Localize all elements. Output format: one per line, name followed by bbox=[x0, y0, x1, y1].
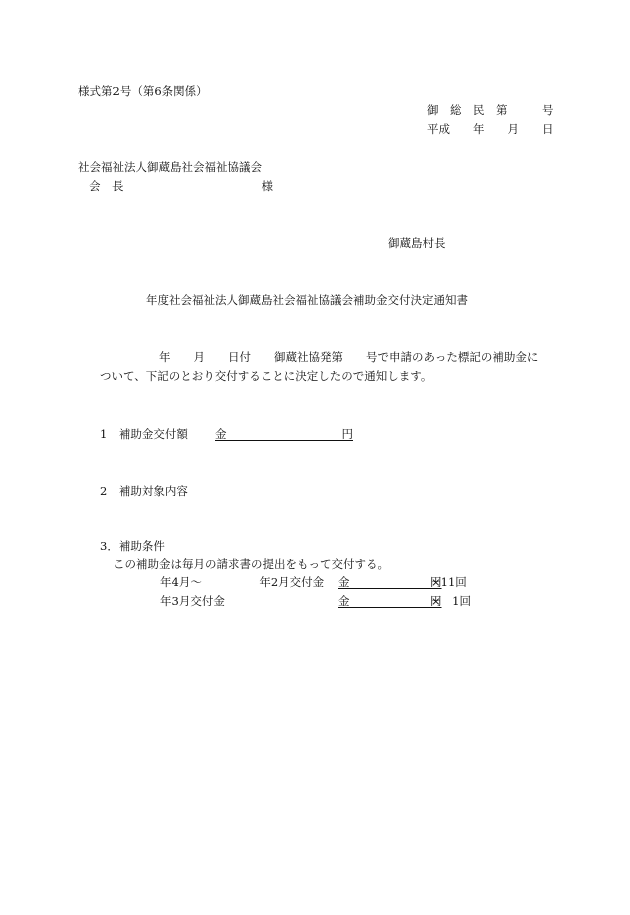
schedule-row-2-amount: 金 円 bbox=[338, 594, 442, 608]
item-1-amount: 金 円 bbox=[215, 427, 353, 441]
addressee-title: 会 長 様 bbox=[89, 179, 273, 193]
issue-date: 平成 年 月 日 bbox=[427, 122, 554, 136]
document-title: 年度社会福祉法人御蔵島社会福祉協議会補助金交付決定通知書 bbox=[146, 293, 468, 307]
schedule-row-2-times: × 1回 bbox=[431, 594, 471, 608]
schedule-row-1-period: 年4月～ 年2月交付金 bbox=[160, 575, 325, 589]
body-line-1: 年 月 日付 御蔵社協発第 号で申請のあった標記の補助金に bbox=[159, 350, 539, 364]
item-1-label: 1 補助金交付額 bbox=[100, 427, 188, 441]
form-label: 様式第2号（第6条関係） bbox=[78, 84, 208, 98]
sender-name: 御蔵島村長 bbox=[388, 236, 446, 250]
item-3-label: 3．補助条件 bbox=[100, 539, 165, 553]
schedule-row-2-period: 年3月交付金 bbox=[160, 594, 225, 608]
addressee-organization: 社会福祉法人御蔵島社会福祉協議会 bbox=[78, 160, 262, 174]
body-line-2: ついて、下記のとおり交付することに決定したので通知します。 bbox=[100, 369, 433, 383]
item-2-label: 2 補助対象内容 bbox=[100, 484, 188, 498]
schedule-row-1-amount: 金 円 bbox=[338, 575, 442, 589]
schedule-row-1-times: ×11回 bbox=[431, 575, 467, 589]
document-number: 御 総 民 第 号 bbox=[427, 103, 554, 117]
item-3-note: この補助金は毎月の請求書の提出をもって交付する。 bbox=[113, 557, 389, 571]
